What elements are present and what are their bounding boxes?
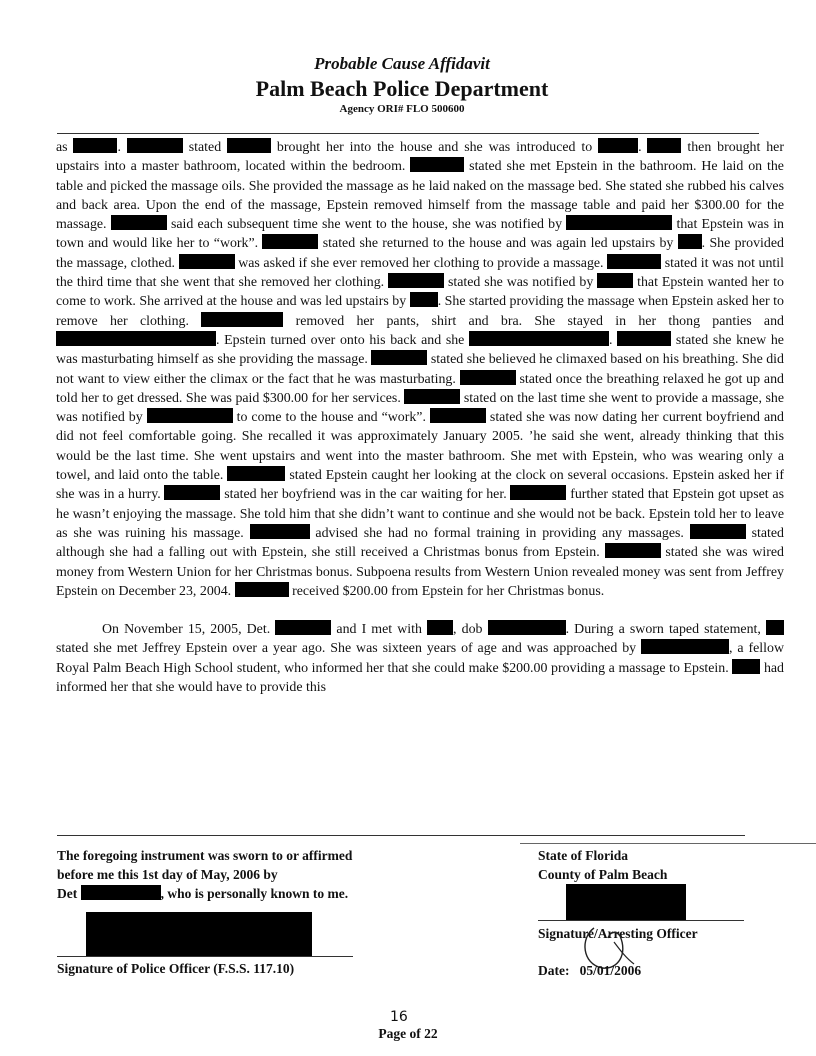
redaction xyxy=(227,466,285,481)
redaction xyxy=(127,138,183,153)
agency-ori: Agency ORI# FLO 500600 xyxy=(339,103,465,115)
redaction xyxy=(410,292,438,307)
body-paragraph-2: On November 15, 2005, Det. and I met with , dob . During a sworn taped statement, stated she met Jeffrey Epstein over a year ago. She was sixteen years of age and was approached by , a fellow Royal Palm Beach High School student, who informed her that she could make $200.00 providing a massage to Epstein. had informed her that she would have to provide this xyxy=(56,622,784,696)
sworn-line-1: The foregoing instrument was sworn to or affirmed xyxy=(57,848,353,863)
redaction xyxy=(566,215,672,230)
redaction xyxy=(732,659,760,674)
affidavit-title: Probable Cause Affidavit xyxy=(314,54,490,73)
redaction xyxy=(488,620,566,635)
footer-divider xyxy=(57,835,745,836)
redaction xyxy=(262,234,318,249)
arresting-signature-redaction xyxy=(566,884,686,920)
redaction xyxy=(201,312,283,327)
redaction xyxy=(371,350,427,365)
redaction xyxy=(690,524,746,539)
footer-divider-right xyxy=(520,843,816,844)
redaction xyxy=(510,485,566,500)
redaction xyxy=(410,157,464,172)
sworn-statement xyxy=(57,846,437,903)
redaction xyxy=(766,620,784,635)
arresting-signature-label: Signature/Arresting Officer xyxy=(538,926,698,941)
date-line: Date: 05/01/2006 xyxy=(538,963,642,978)
redaction xyxy=(250,524,310,539)
redaction xyxy=(164,485,220,500)
redaction xyxy=(275,620,331,635)
department-name: Palm Beach Police Department xyxy=(255,76,549,101)
redaction xyxy=(179,254,235,269)
jurisdiction-block xyxy=(538,846,768,884)
state-label: State of Florida xyxy=(538,848,628,863)
redaction xyxy=(597,273,633,288)
redaction xyxy=(388,273,444,288)
redaction xyxy=(147,408,233,423)
redaction xyxy=(427,620,453,635)
header-divider xyxy=(57,133,759,134)
officer-signature-line xyxy=(57,956,353,957)
redaction xyxy=(404,389,460,404)
redaction xyxy=(460,370,516,385)
redaction xyxy=(617,331,671,346)
redaction xyxy=(56,331,216,346)
arresting-signature-line xyxy=(538,920,744,921)
redaction xyxy=(641,639,729,654)
redaction xyxy=(469,331,609,346)
county-label: County of Palm Beach xyxy=(538,867,668,882)
handwritten-page-number: 16 xyxy=(390,1009,408,1025)
redaction xyxy=(430,408,486,423)
redaction xyxy=(607,254,661,269)
redaction xyxy=(81,885,161,900)
redaction xyxy=(605,543,661,558)
redaction xyxy=(73,138,117,153)
redaction xyxy=(647,138,681,153)
affidavit-body xyxy=(56,138,784,697)
sworn-line-3: Det , who is personally known to me. xyxy=(57,886,349,901)
redaction xyxy=(111,215,167,230)
redaction xyxy=(227,138,271,153)
redaction xyxy=(678,234,702,249)
sworn-line-2: before me this 1st day of May, 2006 by xyxy=(57,867,278,882)
redaction xyxy=(235,582,289,597)
page-number: Page of 22 xyxy=(378,1026,438,1041)
officer-signature-label: Signature of Police Officer (F.S.S. 117.10) xyxy=(57,961,295,976)
redaction xyxy=(598,138,638,153)
officer-signature-redaction xyxy=(86,912,312,956)
body-paragraph-1: as . stated brought her into the house and she was introduced to . then brought her upstairs into a master bathroom, located within the bedroom. stated she met Epstein in the bathroom. He laid on the table and picked the massage oils. She provided the massage as he laid naked on the massage bed. She stated she rubbed his calves and back area. Upon the end of the massage, Epstein removed himself from the massage table and paid her $300.00 for the massage. said each subsequent time she went to the house, she was notified by that Epstein was in town and would like her to “work”. stated she returned to the house and was again led upstairs by . She provided the massage, clothed. was asked if she ever removed her clothing to provide a massage. stated it was not until the third time that she went that she removed her clothing. stated she was notified by that Epstein wanted her to come to work. She arrived at the house and was led upstairs by . She started providing the massage when Epstein asked her to remove her clothing. removed her pants, shirt and bra. She stayed in her thong panties and . Epstein turned over onto his back and she . stated she knew he was masturbating himself as she providing the massage. stated she believed he climaxed based on his breathing. She did not want to view either the climax or the fact that he was masturbating. stated once the breathing relaxed he got up and told her to get dressed. She was paid $300.00 for her services. stated on the last time she went to provide a massage, she was notified by to come to the house and “work”. stated she was now dating her current boyfriend and did not feel comfortable going. She recalled it was approximately January 2005. ’he said she went, already thinking that this would be the last time. She went upstairs and went into the master bathroom. She met with Epstein, who was wearing only a towel, and laid onto the table. stated Epstein caught her looking at the clock on several occasions. Epstein asked her if she was in a hurry. stated her boyfriend was in the car waiting for her. further stated that Epstein got upset as he wasn’t enjoying the massage. She told him that she didn’t want to continue and she would not be back. Epstein told her to leave as she was ruining his massage. advised she had no formal training in providing any massages. stated although she had a falling out with Epstein, she still received a Christmas bonus from Epstein. stated she was wired money from Western Union for her Christmas bonus. Subpoena results from Western Union revealed money was sent from Jeffrey Epstein on December 23, 2004. received $200.00 from Epstein for her Christmas bonus. xyxy=(56,140,784,599)
document-header xyxy=(0,54,816,115)
